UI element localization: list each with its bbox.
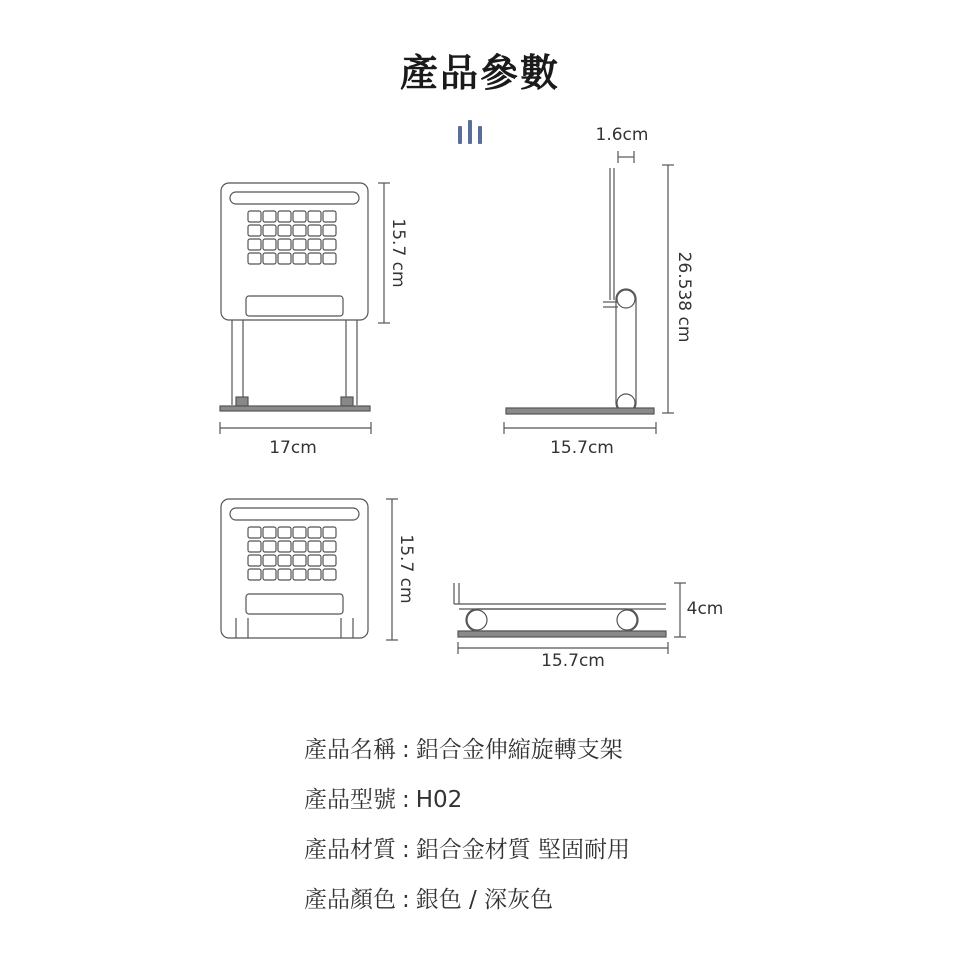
side-view-folded [454,583,666,637]
front-view-raised [220,183,370,411]
spec-separator: : [402,887,410,913]
front-height-label: 15.7 cm [388,218,408,288]
spec-label: 產品名稱 [304,737,396,763]
spec-label: 產品型號 [304,787,396,813]
spec-separator: : [402,837,410,863]
folded-length-label: 15.7cm [541,651,605,671]
spec-value: 鋁合金伸縮旋轉支架 [415,737,623,763]
folded-height-dimension-line [674,583,686,637]
spec-row-material [304,830,630,876]
folded-height-label: 4cm [686,599,724,619]
spec-label: 產品顏色 [304,887,396,913]
front-width-label: 17cm [269,438,317,458]
front-view-keypad-grid [248,211,336,264]
spec-row-color [304,880,630,926]
folded-view-keypad-grid [248,527,336,580]
side-thickness-label: 1.6cm [595,125,649,145]
side-thickness-dimension-line [618,151,634,163]
side-height-label: 26.538 cm [674,251,694,343]
spec-value: 鋁合金材質 堅固耐用 [415,837,631,863]
spec-value: H02 [415,787,463,813]
spec-separator: : [402,787,410,813]
spec-separator: : [402,737,410,763]
spec-row-model [304,780,630,826]
spec-label: 產品材質 [304,837,396,863]
spec-value: 銀色 / 深灰色 [415,887,554,913]
front-width-dimension-line [220,422,371,434]
side-view-raised [506,168,654,414]
front-view-folded [221,499,368,638]
side-base-label: 15.7cm [550,438,614,458]
side-height-dimension-line [662,165,674,413]
page-title: 產品參數 [399,51,560,95]
side-base-dimension-line [504,422,656,434]
folded-front-height-label: 15.7 cm [396,534,416,604]
spec-row-name [304,730,630,776]
spec-list [304,730,630,930]
